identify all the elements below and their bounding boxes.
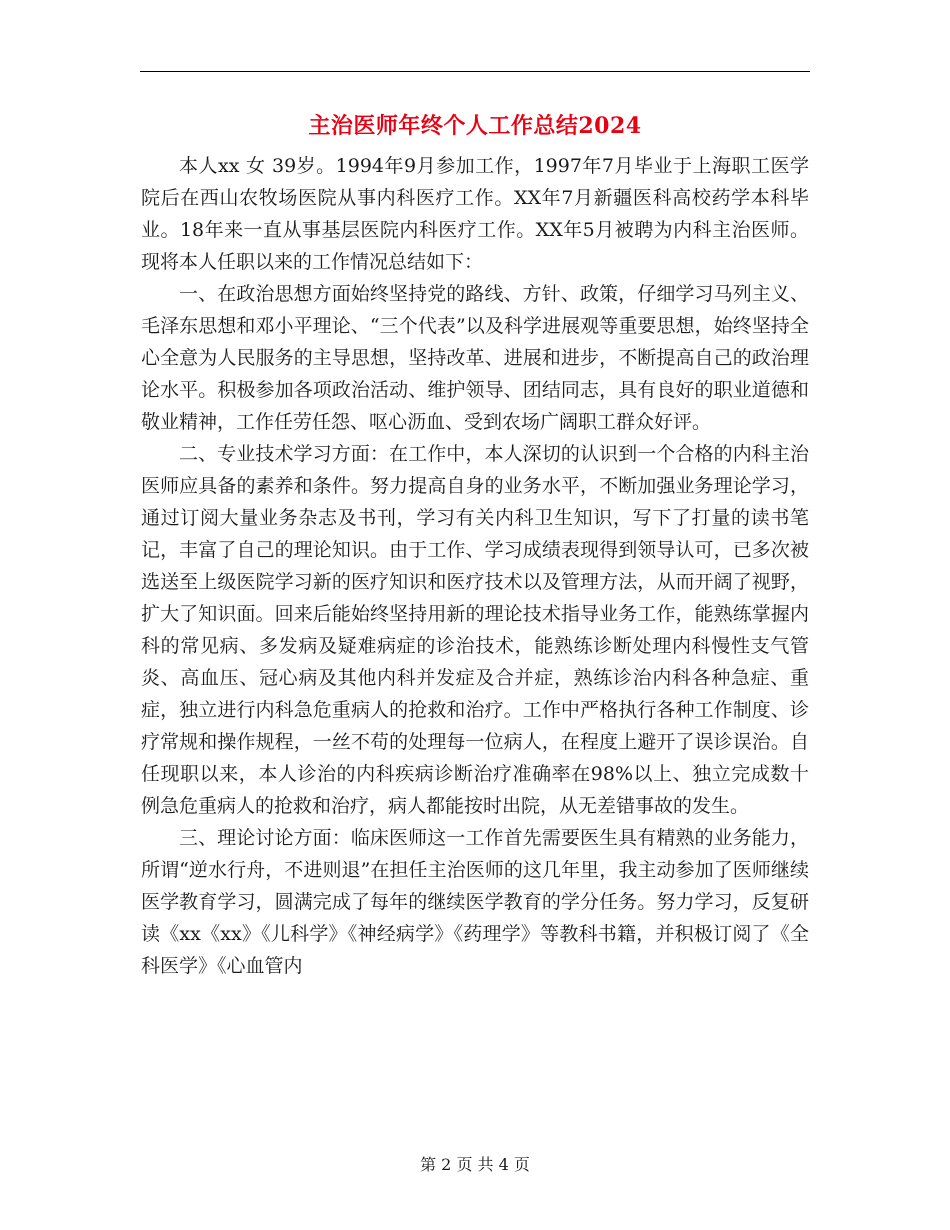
paragraph-intro: 本人xx 女 39岁。1994年9月参加工作，1997年7月毕业于上海职工医学院后在西山农牧场医院从事内科医疗工作。XX年7月新疆医科高校药学本科毕业。18年来一直从事基层医院内科医疗工作。XX年5月被聘为内科主治医师。现将本人任职以来的工作情况总结如下： (141, 155, 809, 273)
header-rule (140, 71, 810, 72)
document-title: 主治医师年终个人工作总结2024 (308, 113, 642, 139)
document-body (141, 150, 809, 982)
page-number-footer: 第 2 页 共 4 页 (420, 1155, 530, 1174)
paragraph-political: 一、在政治思想方面始终坚持党的路线、方针、政策，仔细学习马列主义、毛泽东思想和邓小平理论、“三个代表”以及科学进展观等重要思想，始终坚持全心全意为人民服务的主导思想，坚持改革、进展和进步，不断提高自己的政治理论水平。积极参加各项政治活动、维护领导、团结同志，具有良好的职业道德和敬业精神，工作任劳任怨、呕心沥血、受到农场广阔职工群众好评。 (141, 283, 809, 433)
paragraph-professional: 二、专业技术学习方面：在工作中，本人深切的认识到一个合格的内科主治医师应具备的素养和条件。努力提高自身的业务水平，不断加强业务理论学习，通过订阅大量业务杂志及书刊，学习有关内科卫生知识，写下了打量的读书笔记，丰富了自己的理论知识。由于工作、学习成绩表现得到领导认可，已多次被选送至上级医院学习新的医疗知识和医疗技术以及管理方法，从而开阔了视野，扩大了知识面。回来后能始终坚持用新的理论技术指导业务工作，能熟练掌握内科的常见病、多发病及疑难病症的诊治技术，能熟练诊断处理内科慢性支气管炎、高血压、冠心病及其他内科并发症及合并症，熟练诊治内科各种急症、重症，独立进行内科急危重病人的抢救和治疗。工作中严格执行各种工作制度、诊疗常规和操作规程，一丝不苟的处理每一位病人，在程度上避开了误诊误治。自任现职以来，本人诊治的内科疾病诊断治疗准确率在98%以上、独立完成数十例急危重病人的抢救和治疗，病人都能按时出院，从无差错事故的发生。 (141, 443, 809, 817)
paragraph-theory: 三、理论讨论方面：临床医师这一工作首先需要医生具有精熟的业务能力，所谓“逆水行舟，不进则退”在担任主治医师的这几年里，我主动参加了医师继续医学教育学习，圆满完成了每年的继续医学教育的学分任务。努力学习，反复研读《xx《xx》《儿科学》《神经病学》《药理学》等教科书籍，并积极订阅了《全科医学》《心血管内 (141, 827, 809, 977)
